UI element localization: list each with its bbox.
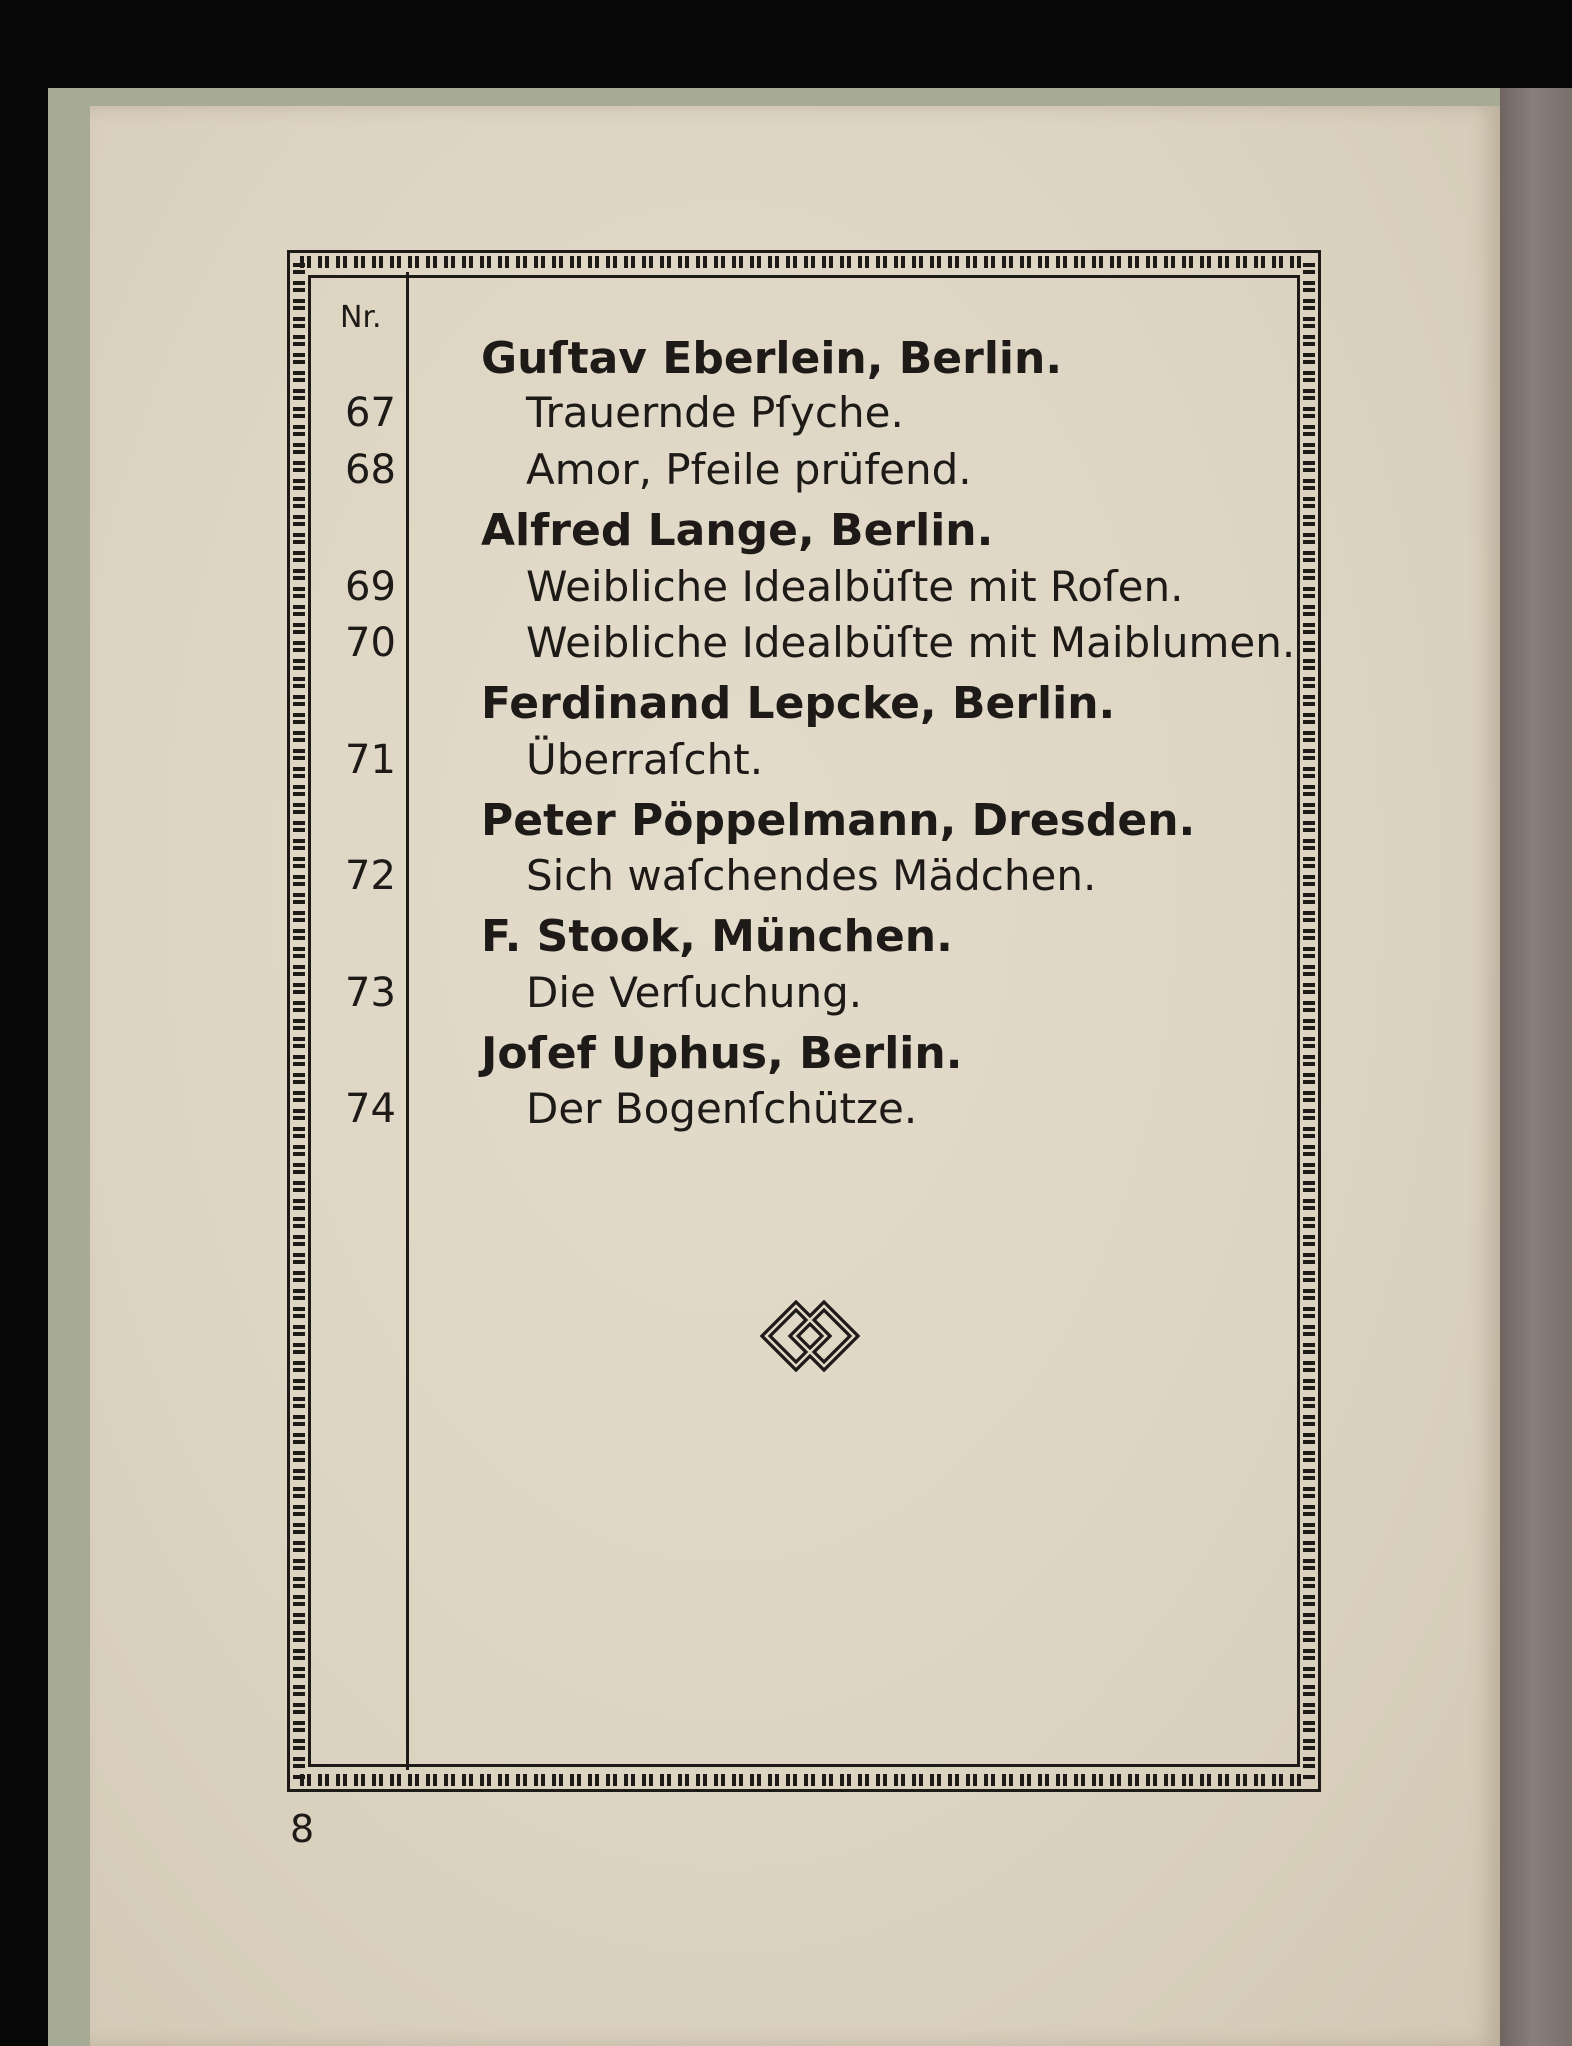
- work-title: Sich waſchendes Mädchen.: [526, 851, 1097, 900]
- artist-heading: Alfred Lange, Berlin.: [481, 505, 994, 556]
- book-spine-cloth: [1500, 88, 1572, 2046]
- artist-heading: F. Stook, München.: [481, 911, 953, 962]
- catalog-number: 73: [345, 970, 396, 1016]
- artist-heading: Peter Pöppelmann, Dresden.: [481, 795, 1196, 846]
- column-header-nr: Nr.: [340, 300, 382, 335]
- artist-heading: Joſef Uphus, Berlin.: [481, 1028, 963, 1079]
- catalog-number: 74: [345, 1086, 396, 1132]
- catalog-number: 71: [345, 737, 396, 783]
- catalog-number: 67: [345, 390, 396, 436]
- border-chain-left: [293, 263, 305, 1779]
- work-title: Weibliche Idealbüſte mit Maiblumen.: [526, 618, 1296, 667]
- work-title: Weibliche Idealbüſte mit Roſen.: [526, 562, 1184, 611]
- inner-border: [308, 275, 1300, 1767]
- artist-heading: Guſtav Eberlein, Berlin.: [481, 333, 1063, 384]
- work-title: Die Verſuchung.: [526, 968, 863, 1017]
- work-title: Amor, Pfeile prüfend.: [526, 445, 972, 494]
- page-number: 8: [290, 1807, 315, 1851]
- work-title: Überraſcht.: [526, 735, 764, 784]
- work-title: Trauernde Pſyche.: [526, 388, 904, 437]
- diamond-ornament-icon: [760, 1300, 860, 1372]
- catalog-number: 70: [345, 620, 396, 666]
- work-title: Der Bogenſchütze.: [526, 1084, 918, 1133]
- border-chain-right: [1303, 263, 1315, 1779]
- catalog-number: 69: [345, 564, 396, 610]
- border-chain-bottom: [300, 1774, 1308, 1786]
- column-divider: [406, 272, 409, 1770]
- catalog-number: 72: [345, 853, 396, 899]
- catalog-number: 68: [345, 447, 396, 493]
- artist-heading: Ferdinand Lepcke, Berlin.: [481, 678, 1116, 729]
- border-chain-top: [300, 256, 1308, 268]
